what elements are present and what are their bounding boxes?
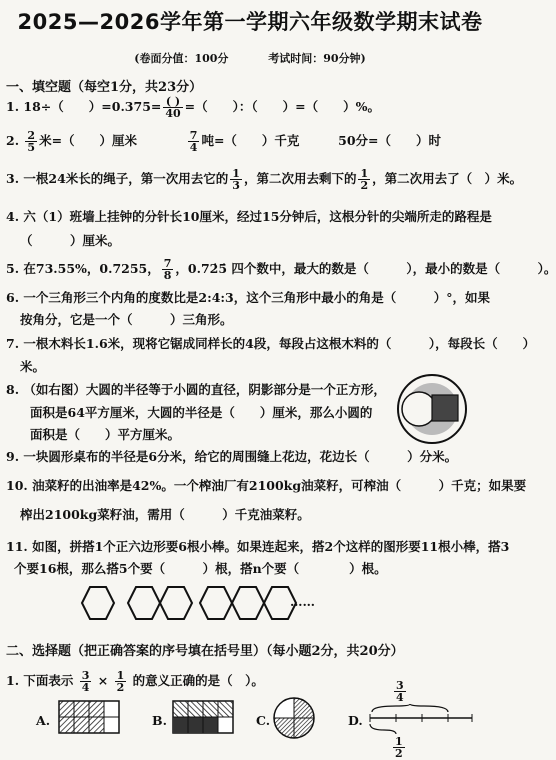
question-8-line-2: 面积是64平方厘米，大圆的半径是（ ）厘米，那么小圆的 bbox=[30, 405, 373, 420]
q5-num: 7 bbox=[163, 257, 172, 270]
mc1-den2: 2 bbox=[116, 681, 125, 694]
question-8-line-1: 8. （如右图）大圆的半径等于小圆的直径，阴影部分是一个正方形， bbox=[6, 382, 386, 397]
q5-text-a: 5. 在73.55%，0.7255， bbox=[6, 261, 160, 276]
q1-text-b: =（ ）：（ ）=（ ）%。 bbox=[184, 99, 380, 114]
question-4-line-1: 4. 六（1）班墙上挂钟的分针长10厘米，经过15分钟后，这根分针的尖端所走的路程是 bbox=[6, 209, 492, 224]
q2-den1: 5 bbox=[27, 141, 36, 154]
option-d-top-fraction bbox=[394, 680, 406, 703]
section-2-heading: 二、选择题（把正确答案的序号填在括号里）（每小题2分，共20分） bbox=[6, 644, 404, 659]
option-d-label[interactable]: D. bbox=[348, 713, 363, 728]
score-info: (卷面分值：100分 bbox=[134, 52, 229, 65]
q5-text-b: ，0.72̇5̇ 四个数中，最大的数是（ ），最小的数是（ ）。 bbox=[175, 261, 556, 276]
option-d-figure[interactable] bbox=[366, 704, 478, 734]
q2-num1: 2 bbox=[27, 129, 36, 142]
mc1-text-b: 的意义正确的是（ ）。 bbox=[132, 673, 264, 688]
q3-text-c: ，第二次用去了（ ）米。 bbox=[372, 171, 523, 186]
exam-title: 2025—2026学年第一学期六年级数学期末试卷 bbox=[17, 10, 483, 34]
q1-frac-den: 40 bbox=[165, 107, 181, 120]
time-info: 考试时间：90分钟) bbox=[268, 52, 366, 65]
mc1-num2: 1 bbox=[116, 669, 125, 682]
mc1-num1: 3 bbox=[81, 669, 90, 682]
q1-frac-num: ( ) bbox=[163, 96, 182, 108]
mc1-fraction-1 bbox=[80, 670, 92, 693]
q5-fraction bbox=[162, 258, 174, 281]
option-c-label[interactable]: C. bbox=[256, 713, 271, 728]
q3-num2: 1 bbox=[360, 167, 369, 180]
circle-square-figure bbox=[395, 372, 469, 446]
question-2 bbox=[6, 130, 441, 153]
question-7-line-2: 米。 bbox=[20, 359, 46, 374]
q3-fraction-1 bbox=[230, 168, 242, 191]
question-6-line-1: 6. 一个三角形三个内角的度数比是2:4:3，这个三角形中最小的角是（ ）°，如果 bbox=[6, 290, 490, 305]
q3-text-b: ，第二次用去剩下的 bbox=[243, 171, 357, 186]
q3-den1: 3 bbox=[232, 179, 240, 192]
exam-meta bbox=[0, 50, 500, 66]
question-4-line-2: （ ）厘米。 bbox=[20, 233, 121, 248]
q1-fraction bbox=[163, 96, 182, 119]
q2-num2: 7 bbox=[189, 129, 198, 142]
question-11-line-1: 11. 如图，拼搭1个正六边形要6根小棒。如果连起来，搭2个这样的图形要11根小棒，搭3 bbox=[6, 539, 510, 554]
q2-fraction-1 bbox=[25, 130, 37, 153]
question-11-line-2: 个要16根，那么搭5个要（ ）根，搭n个要（ ）根。 bbox=[14, 561, 387, 576]
d-bot-den: 2 bbox=[395, 747, 403, 760]
q1-text-a: 1. 18÷（ ）=0.375= bbox=[6, 99, 162, 114]
mc-question-1 bbox=[6, 670, 264, 693]
question-10-line-1: 10. 油菜籽的出油率是42%。一个榨油厂有2100kg油菜籽，可榨油（ ）千克；如果要 bbox=[6, 478, 527, 493]
q3-fraction-2 bbox=[358, 168, 370, 191]
q2-text-c: 50分=（ ）时 bbox=[338, 133, 442, 148]
section-1-heading: 一、填空题（每空1分，共23分） bbox=[6, 80, 203, 95]
option-c-figure[interactable] bbox=[272, 696, 316, 740]
mc1-times: × bbox=[97, 673, 109, 688]
q3-den2: 2 bbox=[360, 179, 369, 192]
option-b-figure[interactable] bbox=[172, 700, 236, 736]
d-top-den: 4 bbox=[396, 691, 404, 704]
option-a-figure[interactable] bbox=[58, 700, 122, 736]
mc1-fraction-2 bbox=[115, 670, 127, 693]
d-bot-num: 1 bbox=[395, 735, 403, 748]
q2-fraction-2 bbox=[188, 130, 200, 153]
question-8-line-3: 面积是（ ）平方厘米。 bbox=[30, 427, 181, 442]
q3-num1: 1 bbox=[232, 167, 240, 180]
question-5 bbox=[6, 258, 556, 281]
question-6-line-2: 按角分，它是一个（ ）三角形。 bbox=[20, 312, 233, 327]
mc1-den1: 4 bbox=[81, 681, 90, 694]
option-a-label[interactable]: A. bbox=[36, 713, 51, 728]
question-1 bbox=[6, 96, 380, 119]
hexagon-ellipsis: …… bbox=[290, 594, 315, 609]
question-10-line-2: 榨出2100kg菜籽油，需用（ ）千克油菜籽。 bbox=[20, 507, 310, 522]
mc1-text-a: 1. 下面表示 bbox=[6, 673, 74, 688]
question-3 bbox=[6, 168, 522, 191]
option-d-bottom-fraction bbox=[393, 736, 405, 759]
q2-text-b: 吨=（ ）千克 bbox=[201, 133, 300, 148]
q5-den: 8 bbox=[163, 269, 172, 282]
question-7-line-1: 7. 一根木料长1.6米，现将它锯成同样长的4段，每段占这根木料的（ ），每段长（ ） bbox=[6, 336, 536, 351]
q2-num-label: 2. bbox=[6, 133, 20, 148]
d-top-num: 3 bbox=[396, 679, 404, 692]
q3-text-a: 3. 一根24米长的绳子，第一次用去它的 bbox=[6, 171, 229, 186]
q2-den2: 4 bbox=[189, 141, 198, 154]
option-b-label[interactable]: B. bbox=[152, 713, 167, 728]
question-9: 9. 一块圆形桌布的半径是6分米，给它的周围缝上花边，花边长（ ）分米。 bbox=[6, 449, 458, 464]
q2-text-a: 米=（ ）厘米 bbox=[39, 133, 138, 148]
